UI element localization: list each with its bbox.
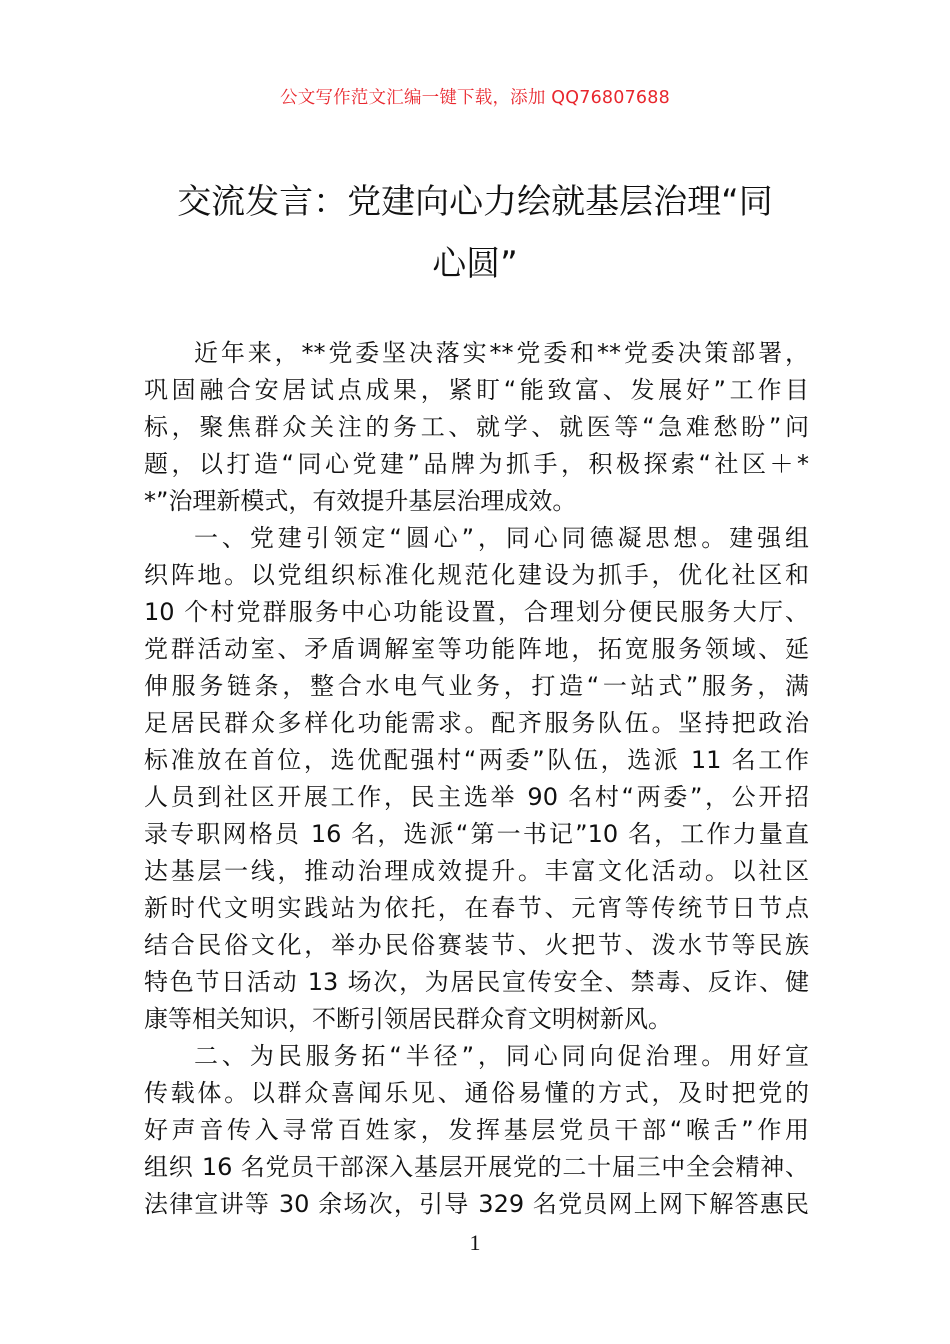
paragraph-line: 10 个村党群服务中心功能设置，合理划分便民服务大厅、 [144, 598, 809, 626]
paragraph-line: 一、党建引领定“圆心”，同心同德凝思想。建强组 [194, 524, 809, 552]
paragraph-line: 标准放在首位，选优配强村“两委”队伍，选派 11 名工作 [144, 746, 809, 774]
paragraph-line: 巩固融合安居试点成果，紧盯“能致富、发展好”工作目 [144, 376, 809, 404]
paragraph-line: 录专职网格员 16 名，选派“第一书记”10 名，工作力量直 [144, 820, 809, 848]
paragraph-line: 新时代文明实践站为依托，在春节、元宵等传统节日节点 [144, 894, 809, 922]
paragraph-line: 人员到社区开展工作，民主选举 90 名村“两委”，公开招 [144, 783, 809, 811]
paragraph-line: 结合民俗文化，举办民俗赛装节、火把节、泼水节等民族 [144, 931, 809, 959]
paragraph-line: 达基层一线，推动治理成效提升。丰富文化活动。以社区 [144, 857, 809, 885]
paragraph-line: 近年来，**党委坚决落实**党委和**党委决策部署， [194, 339, 809, 367]
download-banner: 公文写作范文汇编一键下载，添加 QQ76807688 [280, 88, 670, 108]
paragraph-line: 织阵地。以党组织标准化规范化建设为抓手，优化社区和 [144, 561, 809, 589]
paragraph-line: 好声音传入寻常百姓家，发挥基层党员干部“喉舌”作用 [144, 1116, 809, 1144]
page-number: 1 [469, 1230, 481, 1255]
paragraph-line: 二、为民服务拓“半径”，同心同向促治理。用好宣 [194, 1042, 809, 1070]
paragraph-line: 党群活动室、矛盾调解室等功能阵地，拓宽服务领域、延 [144, 635, 809, 663]
document-title-line-2: 心圆” [432, 244, 518, 284]
paragraph-line: 法律宣讲等 30 余场次，引导 329 名党员网上网下解答惠民 [144, 1190, 809, 1218]
paragraph-line: 题，以打造“同心党建”品牌为抓手，积极探索“社区＋* [144, 450, 809, 478]
document-title-line-1: 交流发言：党建向心力绘就基层治理“同 [177, 182, 773, 222]
paragraph-line: *”治理新模式，有效提升基层治理成效。 [144, 487, 577, 515]
paragraph-line: 伸服务链条，整合水电气业务，打造“一站式”服务，满 [144, 672, 809, 700]
paragraph-line: 足居民群众多样化功能需求。配齐服务队伍。坚持把政治 [144, 709, 809, 737]
paragraph-line: 标，聚焦群众关注的务工、就学、就医等“急难愁盼”问 [144, 413, 809, 441]
paragraph-line: 特色节日活动 13 场次，为居民宣传安全、禁毒、反诈、健 [144, 968, 809, 996]
paragraph-line: 传载体。以群众喜闻乐见、通俗易懂的方式，及时把党的 [144, 1079, 809, 1107]
paragraph-line: 康等相关知识，不断引领居民群众育文明树新风。 [144, 1005, 672, 1033]
paragraph-line: 组织 16 名党员干部深入基层开展党的二十届三中全会精神、 [144, 1153, 809, 1181]
